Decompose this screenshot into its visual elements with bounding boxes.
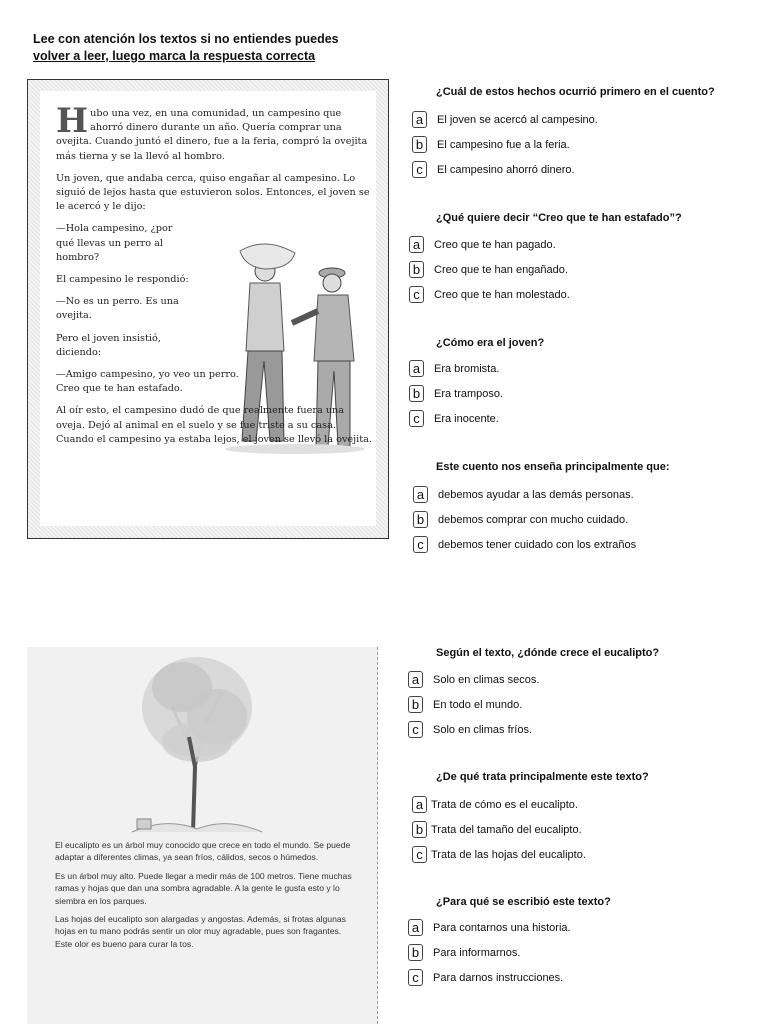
eucalyptus-tree-illustration [127,647,267,837]
option-text: El campesino ahorró dinero. [437,163,575,176]
story-paragraph-8: Al oír esto, el campesino dudó de que realmente fuera una oveja. Dejó al animal en el suelo y se fue triste a su casa. Cuando el campesino ya estaba lejos, el joven se llevó la ovejita. [56,405,372,445]
question-3: ¿Cómo era el joven? [436,337,545,349]
option-q2-b[interactable] [409,261,568,278]
eucalipto-paragraph-3: Las hojas del eucalipto son alargadas y angostas. Además, si frotas algunas hojas en tu mano podrás sentir un olor muy agradable, pues son fragantes. Este olor es bueno para curar la tos. [55,914,346,949]
option-letter-box[interactable]: c [409,410,424,427]
story-paragraph-3: —Hola campesino, ¿por qué llevas un perro al hombro? [56,223,173,263]
question-7: ¿Para qué se escribió este texto? [436,896,611,908]
option-letter-box[interactable]: c [412,161,427,178]
option-text: debemos comprar con mucho cuidado. [438,513,629,526]
option-text: Para contarnos una historia. [433,921,571,934]
option-q2-a[interactable] [409,236,556,253]
option-letter-box[interactable]: c [408,969,423,986]
story-paper [40,91,376,526]
option-letter-box[interactable]: b [412,821,427,838]
drop-cap: H [56,101,89,141]
option-text: Trata del tamaño del eucalipto. [431,823,582,836]
option-text: Era bromista. [434,362,500,375]
story-paragraph-7: —Amigo campesino, yo veo un perro. Creo que te han estafado. [56,369,239,395]
option-letter-box[interactable]: b [413,511,428,528]
option-q5-b[interactable] [408,696,522,713]
option-q7-b[interactable] [408,944,520,961]
question-4: Este cuento nos enseña principalmente que: [436,461,670,473]
eucalipto-paragraph-2: Es un árbol muy alto. Puede llegar a medir más de 100 metros. Tiene muchas ramas y hojas que dan una sombra agradable. A la gente le gusta esto y lo siembra en los parques. [55,870,352,906]
option-q6-c[interactable] [412,846,586,863]
option-letter-box[interactable]: b [409,261,424,278]
story-text [56,101,372,455]
option-letter-box[interactable]: b [408,696,423,713]
option-q5-c[interactable] [408,721,532,738]
option-q4-c[interactable] [413,536,636,553]
story-paragraph-6: Pero el joven insistió, diciendo: [56,332,161,358]
option-letter-box[interactable]: b [409,385,424,402]
option-letter-box[interactable]: c [412,846,427,863]
option-letter-box[interactable]: a [409,236,424,253]
option-text: Para informarnos. [433,946,521,959]
option-q1-a[interactable] [412,111,598,128]
option-q7-a[interactable] [408,919,571,936]
option-q5-a[interactable] [408,671,539,688]
instructions [33,31,373,65]
option-text: Creo que te han pagado. [434,238,556,251]
story-paragraph-2: Un joven, que andaba cerca, quiso engañar al campesino. Lo siguió de lejos hasta que estuvieron solos. Entonces, el joven se le acercó y le dijo: [56,172,370,213]
option-text: Trata de cómo es el eucalipto. [431,798,578,811]
option-letter-box[interactable]: a [413,486,428,503]
option-q1-c[interactable] [412,161,575,178]
option-text: debemos tener cuidado con los extraños [438,538,637,551]
option-text: El campesino fue a la feria. [437,138,570,151]
option-letter-box[interactable]: a [408,919,423,936]
question-5: Según el texto, ¿dónde crece el eucalipto? [436,647,660,659]
option-letter-box[interactable]: a [412,796,427,813]
option-text: Creo que te han engañado. [434,263,568,276]
story-paragraph-5: —No es un perro. Es una ovejita. [56,296,179,322]
option-letter-box[interactable]: a [408,671,423,688]
option-letter-box[interactable]: a [409,360,424,377]
option-q4-b[interactable] [413,511,628,528]
option-text: En todo el mundo. [433,698,523,711]
story-paragraph-1-text: ubo una vez, en una comunidad, un campesino que ahorró dinero durante un año. Quería comprar una ovejita. Cuando juntó el dinero, fue a la feria, compró la ovejita más tierna y se la llevó al hombro. [56,108,368,162]
instructions-line-1: Lee con atención los textos si no entiendes puedes [33,32,339,46]
question-1: ¿Cuál de estos hechos ocurrió primero en el cuento? [436,86,715,98]
eucalipto-panel [27,647,378,1024]
option-q3-c[interactable] [409,410,499,427]
option-text: Solo en climas fríos. [433,723,533,736]
option-text: Solo en climas secos. [433,673,540,686]
instructions-line-2: volver a leer, luego marca la respuesta correcta [33,49,316,63]
option-text: El joven se acercó al campesino. [437,113,598,126]
question-2: ¿Qué quiere decir “Creo que te han estafado”? [436,212,682,224]
option-text: Era inocente. [434,412,499,425]
option-letter-box[interactable]: a [412,111,427,128]
option-letter-box[interactable]: c [413,536,428,553]
story-paragraph-4: El campesino le respondió: [56,274,189,286]
option-letter-box[interactable]: b [408,944,423,961]
option-q4-a[interactable] [413,486,634,503]
option-text: Para darnos instrucciones. [433,971,564,984]
eucalipto-text [55,839,355,956]
option-q2-c[interactable] [409,286,570,303]
option-q6-a[interactable] [412,796,578,813]
story-paragraph-1 [56,101,372,164]
option-q6-b[interactable] [412,821,582,838]
option-letter-box[interactable]: c [409,286,424,303]
question-6: ¿De qué trata principalmente este texto? [436,771,649,783]
option-letter-box[interactable]: c [408,721,423,738]
option-text: debemos ayudar a las demás personas. [438,488,634,501]
option-letter-box[interactable]: b [412,136,427,153]
option-q3-b[interactable] [409,385,503,402]
option-q1-b[interactable] [412,136,570,153]
eucalipto-paragraph-1: El eucalipto es un árbol muy conocido que crece en todo el mundo. Se puede adaptar a diferentes climas, ya sean fríos, cálidos, secos o húmedos. [55,840,351,863]
option-text: Trata de las hojas del eucalipto. [431,848,586,861]
story-panel [27,79,389,539]
option-text: Creo que te han molestado. [434,288,570,301]
option-q3-a[interactable] [409,360,499,377]
option-text: Era tramposo. [434,387,504,400]
option-q7-c[interactable] [408,969,563,986]
